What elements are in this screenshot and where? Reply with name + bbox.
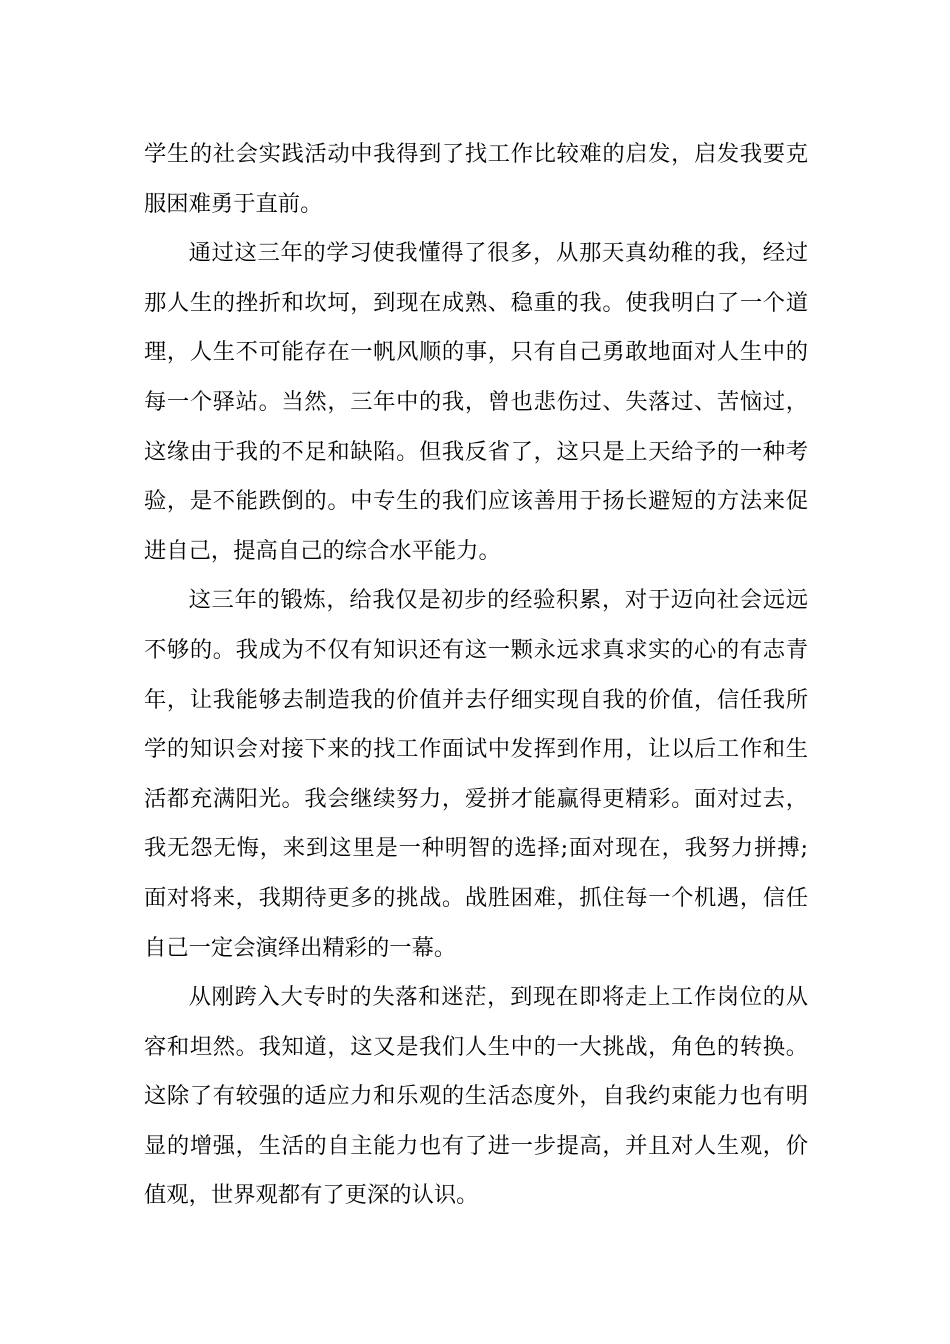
text-line: 我无怨无悔，来到这里是一种明智的选择;面对现在，我努力拼搏; bbox=[144, 835, 808, 862]
text-line: 服困难勇于直前。 bbox=[144, 190, 323, 217]
text-line: 那人生的挫折和坎坷，到现在成熟、稳重的我。使我明白了一个道 bbox=[144, 289, 808, 316]
text-line: 活都充满阳光。我会继续努力，爱拼才能赢得更精彩。面对过去， bbox=[144, 785, 808, 812]
text-line: 容和坦然。我知道，这又是我们人生中的一大挑战，角色的转换。 bbox=[144, 1033, 808, 1060]
text-line: 这缘由于我的不足和缺陷。但我反省了，这只是上天给予的一种考 bbox=[144, 438, 808, 465]
document-body bbox=[144, 130, 808, 1221]
text-line: 学的知识会对接下来的找工作面试中发挥到作用，让以后工作和生 bbox=[144, 736, 808, 763]
text-line: 每一个驿站。当然，三年中的我，曾也悲伤过、失落过、苦恼过， bbox=[144, 388, 808, 415]
text-line: 不够的。我成为不仅有知识还有这一颗永远求真求实的心的有志青 bbox=[144, 636, 808, 663]
text-line: 进自己，提高自己的综合水平能力。 bbox=[144, 537, 501, 564]
paragraph-2 bbox=[144, 229, 808, 576]
paragraph-4 bbox=[144, 973, 808, 1221]
paragraph-1 bbox=[144, 130, 808, 229]
paragraph-3 bbox=[144, 576, 808, 973]
text-line: 年，让我能够去制造我的价值并去仔细实现自我的价值，信任我所 bbox=[144, 686, 808, 713]
text-line: 值观，世界观都有了更深的认识。 bbox=[144, 1182, 479, 1209]
text-line: 面对将来，我期待更多的挑战。战胜困难，抓住每一个机遇，信任 bbox=[144, 884, 808, 911]
text-line: 从刚跨入大专时的失落和迷茫，到现在即将走上工作岗位的从 bbox=[188, 984, 808, 1011]
text-line: 这三年的锻炼，给我仅是初步的经验积累，对于迈向社会远远 bbox=[188, 587, 808, 614]
text-line: 验，是不能跌倒的。中专生的我们应该善用于扬长避短的方法来促 bbox=[144, 488, 808, 515]
text-line: 通过这三年的学习使我懂得了很多，从那天真幼稚的我，经过 bbox=[188, 240, 808, 267]
text-line: 这除了有较强的适应力和乐观的生活态度外，自我约束能力也有明 bbox=[144, 1083, 808, 1110]
text-line: 显的增强，生活的自主能力也有了进一步提高，并且对人生观，价 bbox=[144, 1132, 808, 1159]
text-line: 理，人生不可能存在一帆风顺的事，只有自己勇敢地面对人生中的 bbox=[144, 339, 808, 366]
text-line: 自己一定会演绎出精彩的一幕。 bbox=[144, 934, 457, 961]
text-line: 学生的社会实践活动中我得到了找工作比较难的启发，启发我要克 bbox=[144, 141, 808, 167]
